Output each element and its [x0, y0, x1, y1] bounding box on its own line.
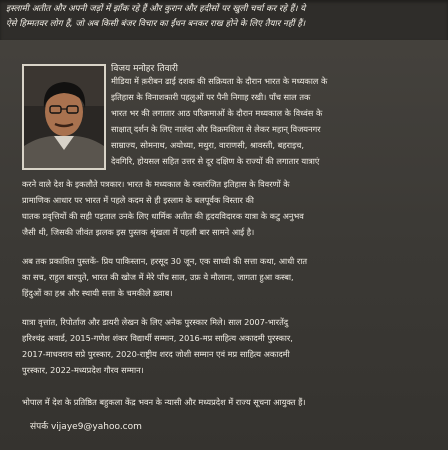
contact-line: [30, 419, 142, 432]
paragraph-line: हिंदुओं का हश्र और स्थायी सत्ता के चमकीले ख़्वाब।: [22, 288, 173, 298]
top-quote-strip: [0, 0, 448, 40]
paragraph-line: घातक प्रवृत्तियों की सही पड़ताल उनके लिए धार्मिक अतीत की हृदयविदारक यात्रा के कटु अनुभव: [22, 211, 304, 221]
bio-line: साक्षात् दर्शन के लिए नालंदा और विक्रमशिला से लेकर महान् विजयनगर: [111, 124, 321, 134]
author-portrait-image: [24, 66, 104, 168]
author-name: विजय मनोहर तिवारी: [111, 64, 178, 74]
top-quote-line: इस्लामी अतीत और अपनी जड़ों में झाँक रहे हैं और कुरान और हदीसों पर खुली चर्चा कर रहे हैं। ये: [6, 4, 306, 14]
top-quote-line: ऐसे हिम्मतवर लोग हैं, जो अब किसी बंजर विचार का ईंधन बनकर राख होने के लिए तैयार नहीं हैं।: [6, 19, 306, 29]
bio-line: इतिहास के विनाशकारी पहलुओं पर पैनी निगाह रखी। पाँच साल तक: [111, 92, 311, 102]
paragraph-line: 2017-माधवराव सप्रे पुरस्कार, 2020-राष्ट्रीय शरद जोशी सम्मान एवं मप्र साहित्य अकादमी: [22, 349, 290, 359]
paragraph-line: का सच, राहुल बारपुते, भारत की खोज में मेरे पाँच साल, उफ़ ये मौलाना, जागता हुआ कस्बा,: [22, 272, 294, 282]
paragraph-line: भोपाल में देश के प्रतिष्ठित बहुकला केंद्र भवन के न्यासी और मध्यप्रदेश में राज्य सूचना आयुक्त हैं।: [22, 397, 306, 407]
contact-label: संपर्क: [30, 422, 49, 432]
paragraph-line: अब तक प्रकाशित पुस्तकें- प्रिय पाकिस्तान, हरसूद 30 जून, एक साध्वी की सत्ता कथा, आधी रात: [22, 256, 307, 266]
paragraph-line: पुरस्कार, 2022-मध्यप्रदेश गौरव सम्मान।: [22, 365, 144, 375]
paragraph-line: प्रामाणिक आधार पर भारत में पहले कदम से ही इस्लाम के बलपूर्वक विस्तार की: [22, 195, 254, 205]
paragraph-line: करने वाले देश के इकलौते पत्रकार। भारत के मध्यकाल के रक्तरंजित इतिहास के विवरणों के: [22, 179, 290, 189]
contact-email: vijaye9@yahoo.com: [50, 422, 142, 432]
paragraph-line: हरिश्चंद्र अवार्ड, 2015-गणेश शंकर विद्यार्थी सम्मान, 2016-मप्र साहित्य अकादमी पुरस्कार,: [22, 333, 293, 343]
author-photo: [22, 64, 106, 170]
paragraph-line: यात्रा वृत्तांत, रिपोर्ताज और डायरी लेखन के लिए अनेक पुरस्कार मिले। साल 2007-भारतेंदु: [22, 317, 289, 327]
bio-line: साम्राज्य, सोमनाथ, अयोध्या, मथुरा, वाराणसी, श्रावस्ती, बहराइच,: [111, 140, 304, 150]
bio-line: मीडिया में क़रीबन ढाई दशक की सक्रियता के दौरान भारत के मध्यकाल के: [111, 76, 328, 86]
bio-line: भारत भर की लगातार आठ परिक्रमाओं के दौरान मध्यकाल के विध्वंस के: [111, 108, 323, 118]
paragraph-line: जैसी थी, जिसकी जीवंत झलक इस पुस्तक श्रृंखला में पहली बार सामने आई है।: [22, 227, 255, 237]
bio-line: देवगिरि, होयसल सहित उत्तर से दूर दक्षिण के राज्यों की लगातार यात्राएं: [111, 156, 320, 166]
